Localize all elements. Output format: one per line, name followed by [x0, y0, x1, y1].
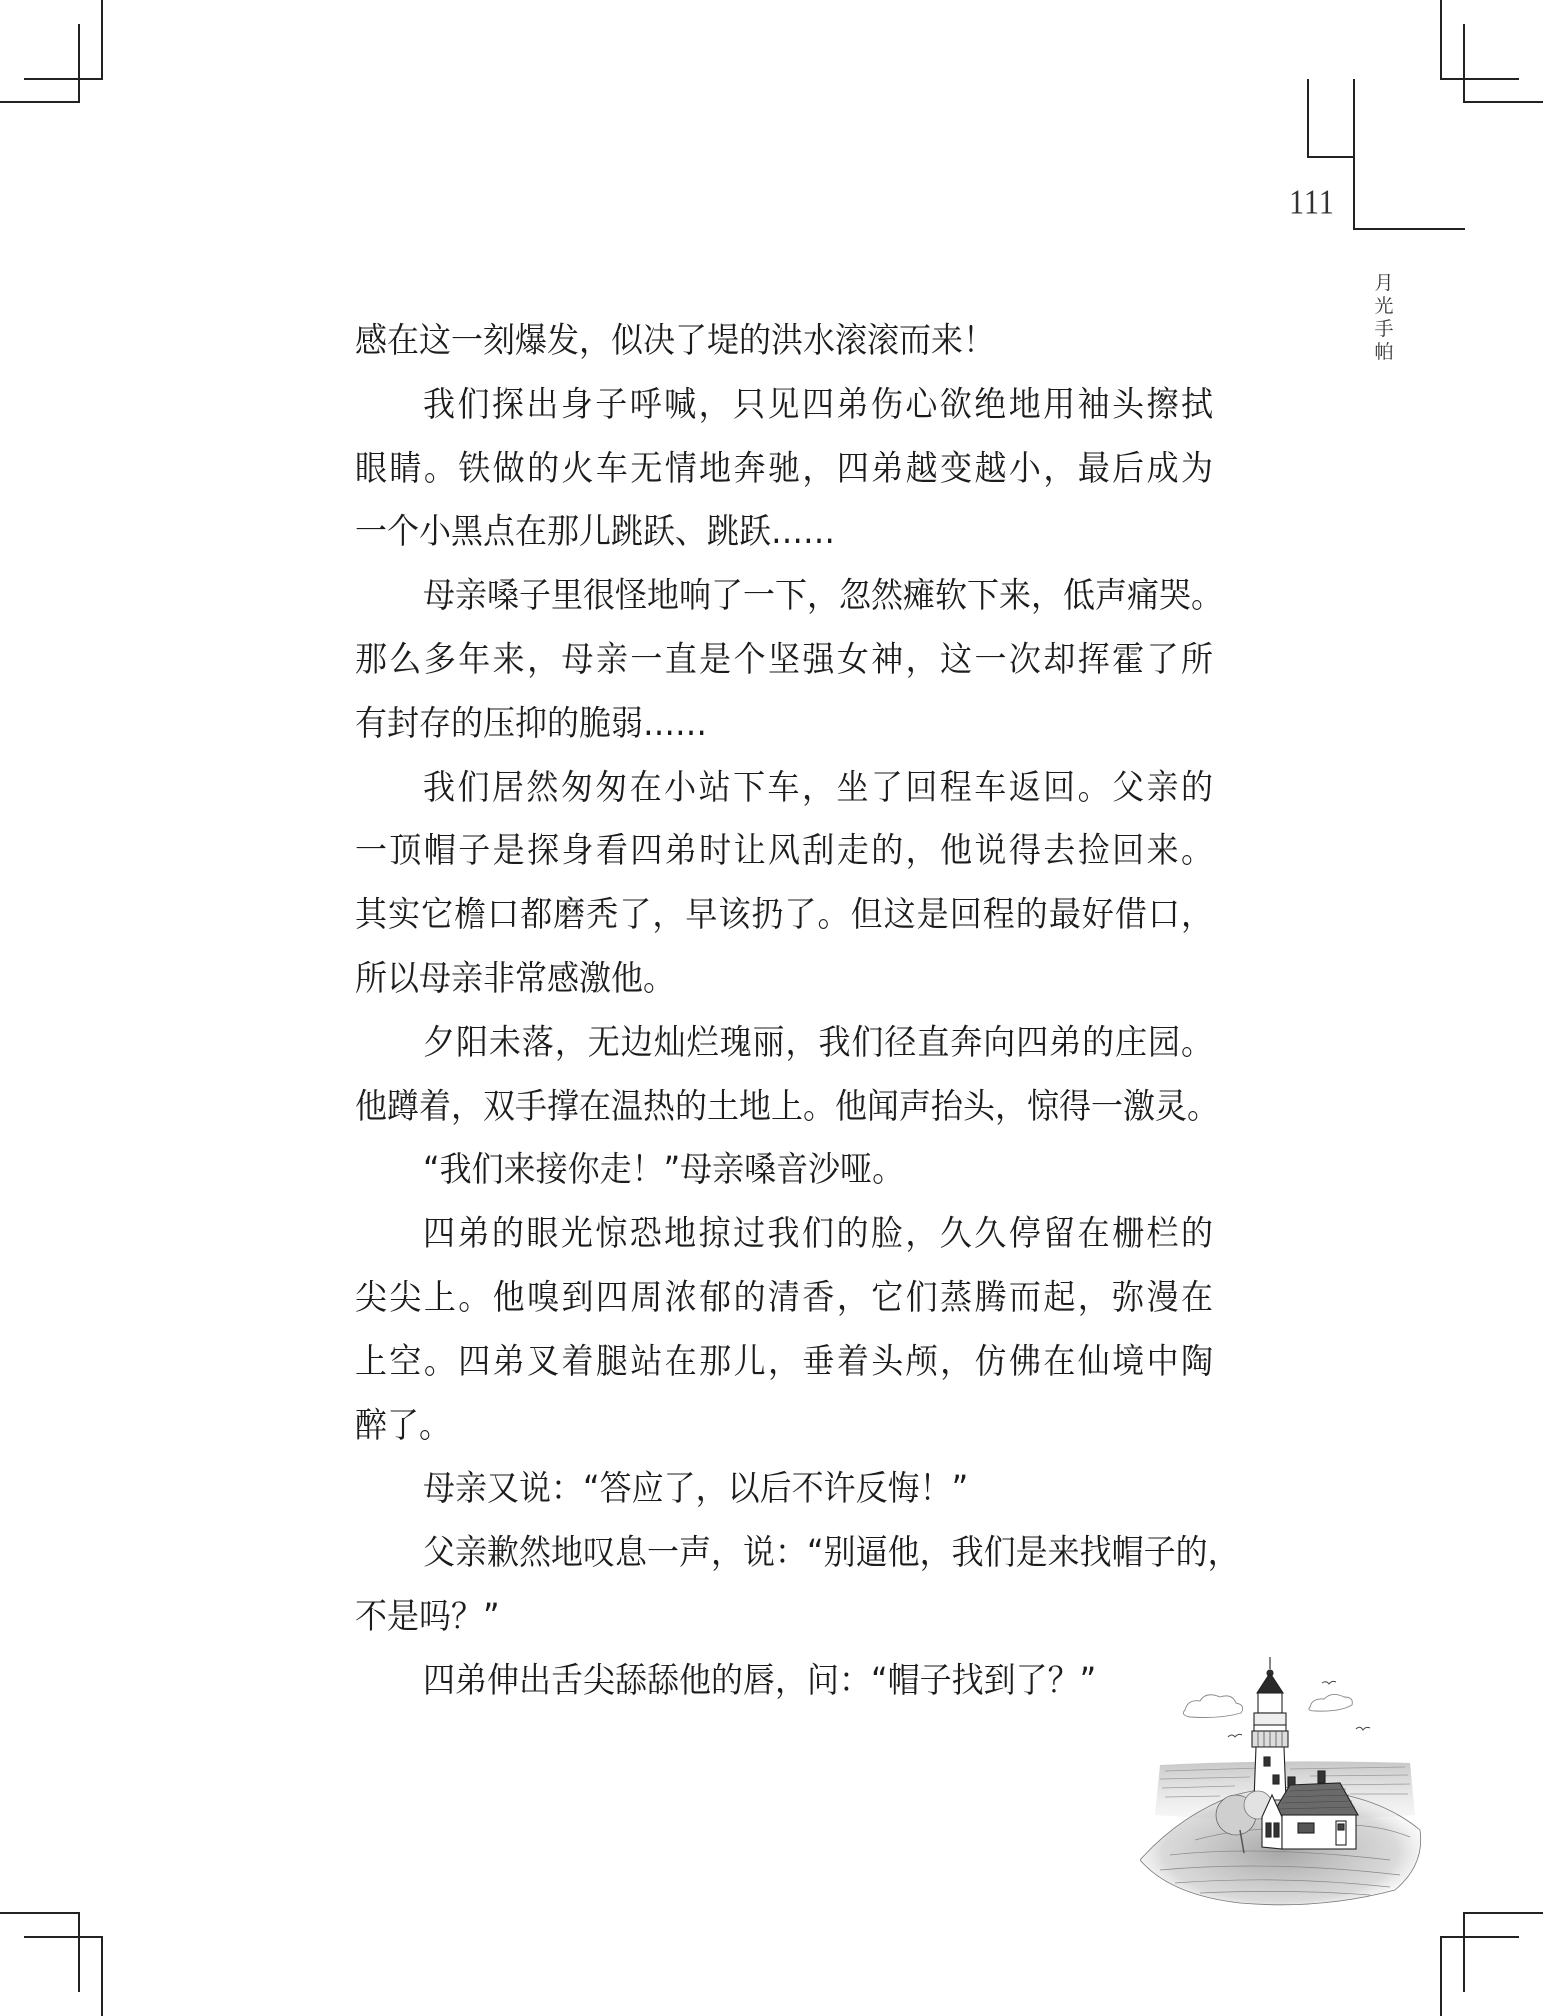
text-line: 他蹲着，双手撑在温热的土地上。他闻声抬头，惊得一激灵。 — [355, 1084, 1220, 1127]
crop-mark — [1463, 101, 1543, 103]
text-line: “我们来接你走！”母亲嗓音沙哑。 — [423, 1148, 905, 1190]
running-title-char: 帕 — [1374, 341, 1394, 363]
page-number: 111 — [1289, 183, 1335, 222]
text-line: 我们探出身子呼喊，只见四弟伤心欲绝地用袖头擦拭 — [423, 383, 1213, 425]
crop-mark — [101, 1936, 103, 2016]
bird — [1228, 1734, 1242, 1737]
crop-mark — [24, 78, 103, 80]
text-line: 我们居然匆匆在小站下车，坐了回程车返回。父亲的 — [423, 765, 1213, 808]
text-line: 尖尖上。他嗅到四周浓郁的清香，它们蒸腾而起，弥漫在 — [355, 1276, 1213, 1318]
text-line: 醉了。 — [355, 1403, 452, 1445]
body-text — [355, 309, 1240, 1713]
running-title — [1372, 272, 1396, 364]
crop-mark — [1440, 1936, 1519, 1938]
bird — [1322, 1681, 1336, 1684]
bird — [1356, 1727, 1370, 1730]
text-line: 那么多年来，母亲一直是个坚强女神，这一次却挥霍了所 — [355, 638, 1213, 680]
crop-mark — [1463, 24, 1465, 103]
text-line: 父亲歉然地叹息一声，说：“别逼他，我们是来找帽子的， — [423, 1531, 1240, 1573]
text-line: 一个小黑点在那儿跳跃、跳跃…… — [355, 510, 836, 552]
text-line: 感在这一刻爆发，似决了堤的洪水滚滚而来！ — [355, 319, 996, 361]
crop-mark — [78, 24, 80, 103]
crop-mark — [1463, 1912, 1543, 1914]
lighthouse — [1252, 1657, 1288, 1800]
crop-mark — [1463, 1912, 1465, 1992]
text-line: 其实它檐口都磨秃了，早该扔了。但这是回程的最好借口， — [355, 893, 1213, 935]
text-line: 上空。四弟叉着腿站在那儿，垂着头颅，仿佛在仙境中陶 — [355, 1340, 1213, 1382]
running-title-char: 月 — [1374, 272, 1394, 294]
lighthouse-illustration — [1140, 1655, 1430, 1915]
crop-mark — [1440, 78, 1519, 80]
running-title-char: 光 — [1374, 295, 1394, 317]
crop-mark — [24, 1936, 103, 1938]
text-line: 不是吗？” — [355, 1595, 500, 1637]
text-line: 所以母亲非常感激他。 — [355, 957, 676, 999]
crop-mark — [1440, 0, 1442, 80]
text-line: 一顶帽子是探身看四弟时让风刮走的，他说得去捡回来。 — [355, 829, 1213, 871]
text-line: 母亲嗓子里很怪地响了一下，忽然瘫软下来，低声痛哭。 — [423, 574, 1224, 616]
text-line: 眼睛。铁做的火车无情地奔驰，四弟越变越小，最后成为 — [355, 447, 1213, 489]
text-line: 四弟的眼光惊恐地掠过我们的脸，久久停留在栅栏的 — [423, 1212, 1213, 1254]
text-line: 夕阳未落，无边灿烂瑰丽，我们径直奔向四弟的庄园。 — [423, 1021, 1213, 1063]
crop-mark — [1440, 1936, 1442, 2016]
header-bracket — [1353, 228, 1465, 230]
header-bracket — [1307, 79, 1309, 158]
header-bracket — [1307, 156, 1355, 158]
text-line: 母亲又说：“答应了，以后不许反悔！” — [423, 1467, 969, 1509]
crop-mark — [101, 0, 103, 80]
running-title-char: 手 — [1374, 318, 1394, 340]
crop-mark — [78, 1912, 80, 1992]
crop-mark — [0, 1912, 80, 1914]
cloud — [1309, 1694, 1352, 1711]
text-line: 四弟伸出舌尖舔舔他的唇，问：“帽子找到了？” — [423, 1659, 1097, 1701]
header-bracket — [1353, 79, 1355, 230]
cloud — [1183, 1695, 1242, 1718]
crop-mark — [0, 101, 80, 103]
text-line: 有封存的压抑的脆弱…… — [355, 702, 708, 744]
